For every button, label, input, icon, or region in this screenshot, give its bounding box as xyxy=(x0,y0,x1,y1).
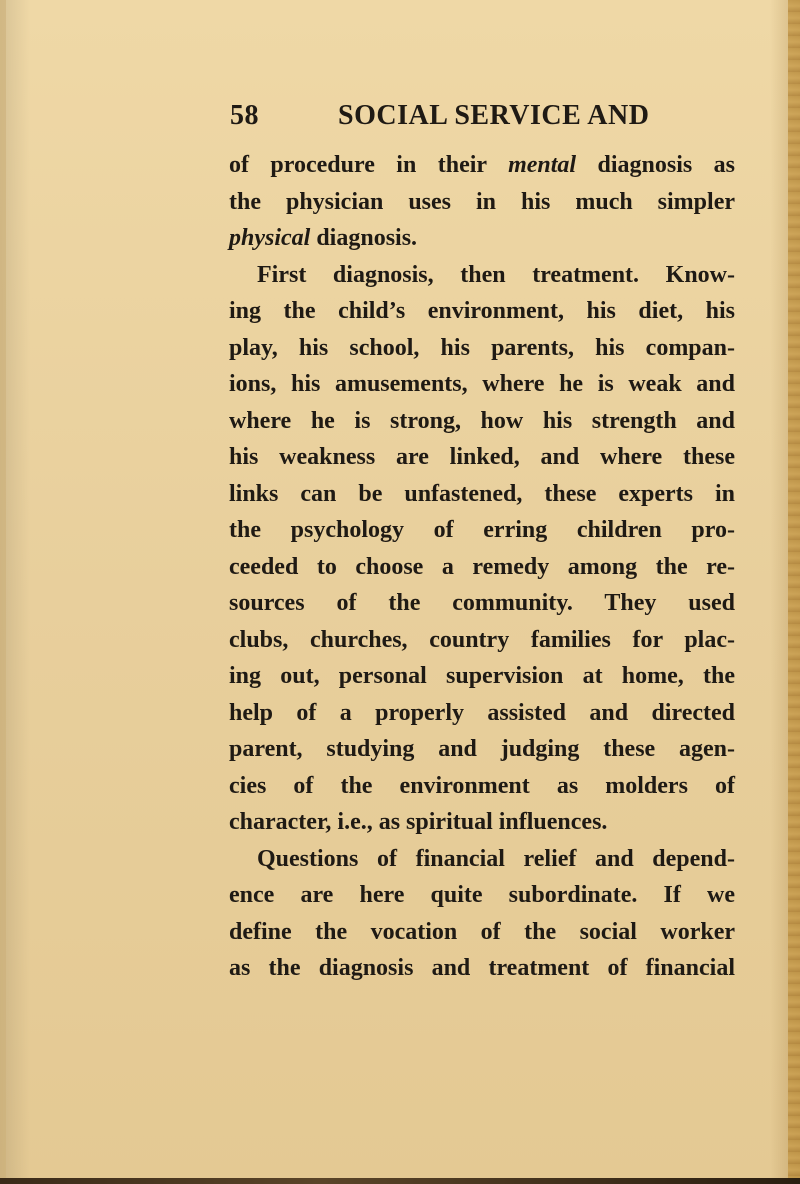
text-line: play, his school, his parents, his compan- xyxy=(229,334,735,361)
text-line xyxy=(229,220,735,257)
text-line: define the vocation of the social worker xyxy=(229,918,735,945)
text-line: the physician uses in his much simpler xyxy=(229,188,735,215)
text-line: ing out, personal supervision at home, the xyxy=(229,663,735,689)
text-line: parent, studying and judging these agen- xyxy=(229,736,735,762)
text-segment: diagnosis as xyxy=(576,152,735,178)
body-text xyxy=(229,147,735,987)
text-line: where he is strong, how his strength and xyxy=(229,407,735,434)
text-line: ceeded to choose a remedy among the re- xyxy=(229,553,735,580)
page-right-edge xyxy=(788,0,800,1184)
text-line: the psychology of erring children pro- xyxy=(229,517,735,543)
running-header xyxy=(230,100,750,140)
text-line: links can be unfastened, these experts in xyxy=(229,480,735,507)
text-line: First diagnosis, then treatment. Know- xyxy=(257,261,735,288)
text-line: Questions of financial relief and depend- xyxy=(257,845,735,872)
italic-word: physical xyxy=(229,225,311,251)
text-segment: of procedure in their xyxy=(229,152,509,178)
text-line: clubs, churches, country families for plac- xyxy=(229,626,735,653)
text-line: ing the child’s environment, his diet, his xyxy=(229,298,735,324)
text-line: ence are here quite subordinate. If we xyxy=(229,882,735,908)
text-line: cies of the environment as molders of xyxy=(229,772,735,799)
page-bottom-edge xyxy=(0,1178,800,1184)
running-head-title: SOCIAL SERVICE AND xyxy=(338,100,650,131)
text-line: help of a properly assisted and directed xyxy=(229,699,735,726)
text-line: as the diagnosis and treatment of financial xyxy=(229,955,735,981)
page-number: 58 xyxy=(230,100,259,131)
page-left-edge xyxy=(0,0,6,1184)
text-line xyxy=(229,147,735,184)
text-segment: diagnosis. xyxy=(310,225,418,251)
text-line: his weakness are linked, and where these xyxy=(229,444,735,470)
text-line: ions, his amusements, where he is weak and xyxy=(229,371,735,397)
text-line: sources of the community. They used xyxy=(229,590,735,616)
text-line: character, i.e., as spiritual influences. xyxy=(229,809,608,835)
italic-word: mental xyxy=(508,152,577,178)
